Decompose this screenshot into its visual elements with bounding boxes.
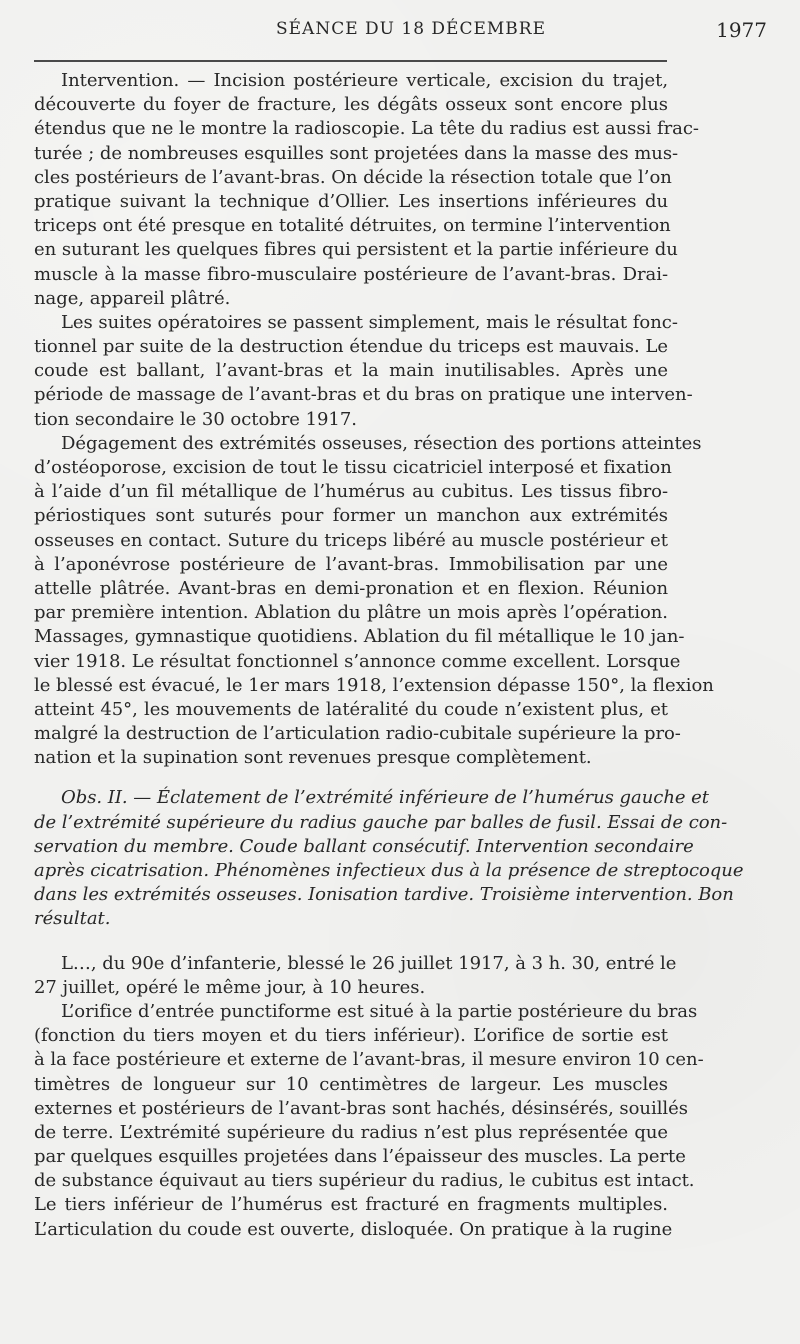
paragraph xyxy=(34,311,693,432)
text-line: Les suites opératoires se passent simplement, mais le résultat fonc- xyxy=(61,311,678,333)
text-line: par première intention. Ablation du plâtre un mois après l’opération. xyxy=(34,602,668,624)
text-line: L’articulation du coude est ouverte, disloquée. On pratique à la rugine xyxy=(34,1218,673,1240)
text-line: muscle à la masse fibro-musculaire postérieure de l’avant-bras. Drai- xyxy=(34,263,668,285)
text-line: pratique suivant la technique d’Ollier. Les insertions inférieures du xyxy=(34,190,668,212)
text-line: triceps ont été presque en totalité détruites, on termine l’intervention xyxy=(34,215,671,237)
text-line: vier 1918. Le résultat fonctionnel s’annonce comme excellent. Lorsque xyxy=(34,650,681,672)
text-line: de terre. L’extrémité supérieure du radius n’est plus représentée que xyxy=(34,1121,668,1143)
paragraph xyxy=(34,432,714,771)
text-line: Massages, gymnastique quotidiens. Ablation du fil métallique le 10 jan- xyxy=(34,626,685,648)
text-line: osseuses en contact. Suture du triceps libéré au muscle postérieur et xyxy=(34,529,668,551)
text-line: Dégagement des extrémités osseuses, résection des portions atteintes xyxy=(61,432,702,454)
text-line: à la face postérieure et externe de l’avant-bras, il mesure environ 10 cen- xyxy=(34,1049,704,1071)
text-line: turée ; de nombreuses esquilles sont projetées dans la masse des mus- xyxy=(34,142,679,164)
text-line: attelle plâtrée. Avant-bras en demi-pronation et en flexion. Réunion xyxy=(34,577,668,599)
text-line: timètres de longueur sur 10 centimètres de largeur. Les muscles xyxy=(34,1073,668,1095)
text-line: d’ostéoporose, excision de tout le tissu cicatriciel interposé et fixation xyxy=(34,457,672,478)
text-line: de l’extrémité supérieure du radius gauche par balles de fusil. Essai de con- xyxy=(34,811,728,833)
paragraph xyxy=(34,952,677,1000)
text-line: externes et postérieurs de l’avant-bras sont hachés, désinsérés, souillés xyxy=(34,1097,688,1119)
header-rule xyxy=(34,60,667,62)
text-line: nage, appareil plâtré. xyxy=(34,287,231,309)
paragraph-spacing xyxy=(34,770,668,786)
text-line: dans les extrémités osseuses. Ionisation tardive. Troisième intervention. Bon xyxy=(34,884,734,906)
text-line: résultat. xyxy=(34,908,111,930)
text-line: tion secondaire le 30 octobre 1917. xyxy=(34,408,357,430)
text-line: L’orifice d’entrée punctiforme est situé à la partie postérieure du bras xyxy=(61,1000,698,1022)
text-line: (fonction du tiers moyen et du tiers inférieur). L’orifice de sortie est xyxy=(34,1025,668,1047)
text-line: cles postérieurs de l’avant-bras. On décide la résection totale que l’on xyxy=(34,166,672,188)
text-line: coude est ballant, l’avant-bras et la main inutilisables. Après une xyxy=(34,360,668,382)
text-line: à l’aide d’un fil métallique de l’humérus au cubitus. Les tissus fibro- xyxy=(34,481,668,503)
paragraph xyxy=(34,69,699,311)
page-number: 1977 xyxy=(716,18,767,42)
document-body xyxy=(34,69,744,1242)
text-line: nation et la supination sont revenues presque complètement. xyxy=(34,747,592,769)
running-head: SÉANCE DU 18 DÉCEMBRE xyxy=(276,19,546,39)
text-line: Intervention. — Incision postérieure verticale, excision du trajet, xyxy=(61,70,668,91)
observation-heading xyxy=(34,786,744,931)
text-line: période de massage de l’avant-bras et du bras on pratique une interven- xyxy=(34,384,693,406)
text-line: en suturant les quelques fibres qui persistent et la partie inférieure du xyxy=(34,239,678,261)
paragraph xyxy=(34,1000,704,1242)
text-line: atteint 45°, les mouvements de latéralité du coude n’existent plus, et xyxy=(34,698,668,720)
text-line: servation du membre. Coude ballant consécutif. Intervention secondaire xyxy=(34,835,694,857)
text-line: tionnel par suite de la destruction étendue du triceps est mauvais. Le xyxy=(34,336,668,358)
text-line: après cicatrisation. Phénomènes infectieux dus à la présence de streptocoque xyxy=(34,860,744,881)
text-line: le blessé est évacué, le 1er mars 1918, l’extension dépasse 150°, la flexion xyxy=(34,674,714,696)
paragraph-spacing xyxy=(34,932,668,952)
text-line: périostiques sont suturés pour former un manchon aux extrémités xyxy=(34,505,668,527)
text-line: par quelques esquilles projetées dans l’épaisseur des muscles. La perte xyxy=(34,1146,686,1168)
text-line: 27 juillet, opéré le même jour, à 10 heures. xyxy=(34,976,426,998)
page-header xyxy=(34,18,768,48)
text-line: découverte du foyer de fracture, les dégâts osseux sont encore plus xyxy=(34,94,668,116)
text-line: Le tiers inférieur de l’humérus est fracturé en fragments multiples. xyxy=(34,1194,668,1216)
text-line: malgré la destruction de l’articulation radio-cubitale supérieure la pro- xyxy=(34,723,681,745)
text-line: de substance équivaut au tiers supérieur du radius, le cubitus est intact. xyxy=(34,1170,695,1192)
text-line: L…, du 90e d’infanterie, blessé le 26 juillet 1917, à 3 h. 30, entré le xyxy=(61,952,677,974)
text-line: étendus que ne le montre la radioscopie. La tête du radius est aussi frac- xyxy=(34,118,699,140)
text-line: Obs. II. — Éclatement de l’extrémité inférieure de l’humérus gauche et xyxy=(61,787,709,809)
text-line: à l’aponévrose postérieure de l’avant-bras. Immobilisation par une xyxy=(34,553,668,575)
